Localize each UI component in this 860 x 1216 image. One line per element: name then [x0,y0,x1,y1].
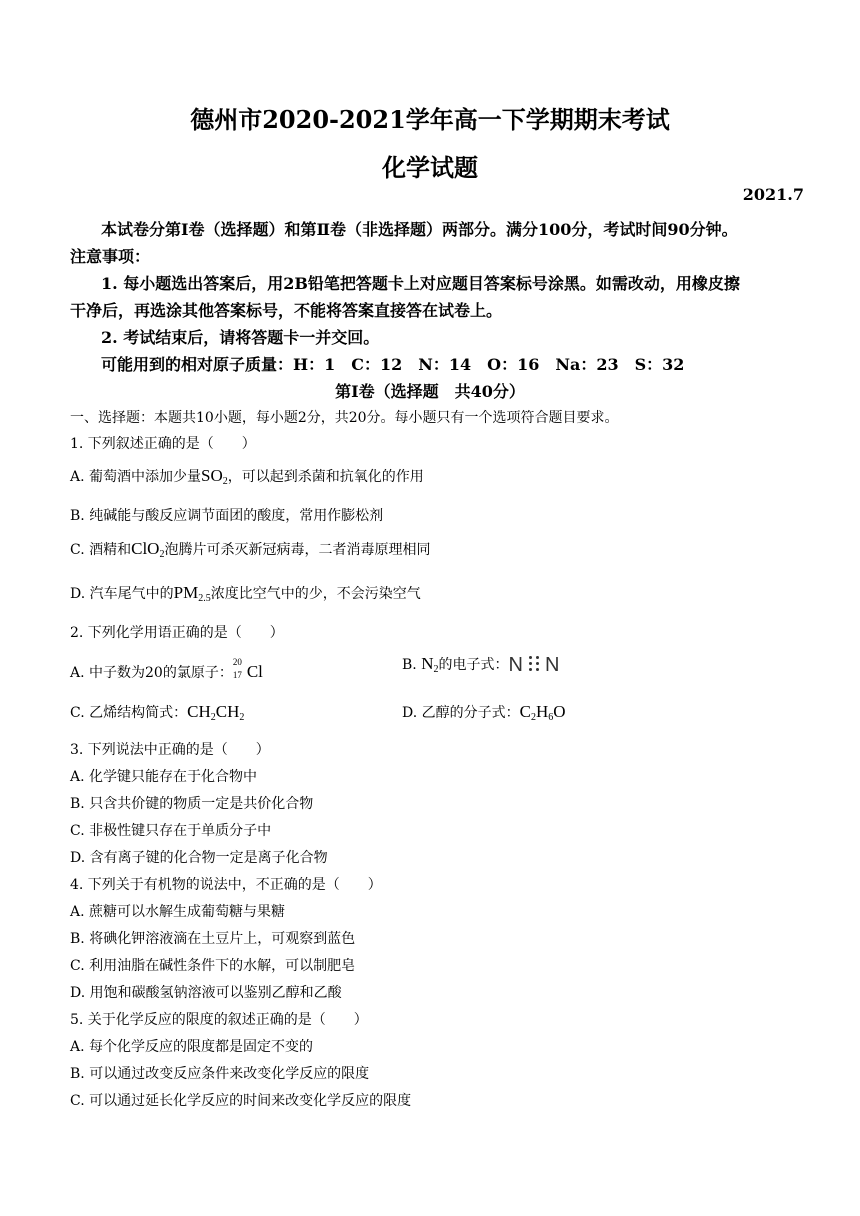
chem-formula [131,539,164,558]
option-text: D. 汽车尾气中的 [70,586,174,602]
formula-part: CH [215,702,240,721]
option-text: B. [402,657,422,673]
formula-part: N [421,654,434,673]
question-2-option-c [70,702,244,723]
option-text: A. 中子数为20的氯原子： [70,665,233,681]
option-text: A. 葡萄酒中添加少量 [70,469,202,485]
question-1-option-c [70,539,430,560]
formula-subscript: 6 [548,712,554,723]
question-1-stem: 1. 下列叙述正确的是（ ） [70,436,256,452]
atomic-number: 17 [232,670,242,680]
note-2: 2. 考试结束后，请将答题卡一并交回。 [101,328,380,347]
formula-part: O [553,702,566,721]
formula-part: PM [173,583,199,602]
question-3-option-a: A. 化学键只能存在于化合物中 [70,769,258,785]
question-3-option-b: B. 只含共价键的物质一定是共价化合物 [70,796,314,812]
question-2-option-d [402,702,566,723]
formula-subscript: 2 [433,664,439,675]
formula-part: ClO [131,539,160,558]
mass-number: 20 [232,657,242,667]
question-5-option-a: A. 每个化学反应的限度都是固定不变的 [70,1039,314,1055]
nitrogen-atom-left: N [508,654,523,676]
formula-subscript: 2 [210,712,216,723]
exam-subtitle: 化学试题 [382,153,478,182]
intro-text: 本试卷分第Ⅰ卷（选择题）和第Ⅱ卷（非选择题）两部分。满分100分，考试时间90分钟。 [101,220,738,239]
option-text: 的电子式： [438,657,509,673]
chem-formula [187,702,244,721]
option-text: C. 乙烯结构简式： [70,705,188,721]
exam-date: 2021.7 [742,185,804,204]
question-1-option-d [70,583,421,604]
question-1-option-b: B. 纯碱能与酸反应调节面团的酸度，常用作膨松剂 [70,508,384,524]
chem-formula [421,654,438,673]
formula-subscript: 2.5 [198,593,211,604]
question-3-option-c: C. 非极性键只存在于单质分子中 [70,823,272,839]
option-text: D. 乙醇的分子式： [402,705,520,721]
question-4-option-b: B. 将碘化钾溶液滴在土豆片上，可观察到蓝色 [70,931,356,947]
electron-formula [508,654,559,677]
nitrogen-atom-right: N [544,654,560,676]
option-text: ，可以起到杀菌和抗氧化的作用 [227,469,424,485]
question-3-stem: 3. 下列说法中正确的是（ ） [70,742,270,758]
question-5-stem: 5. 关于化学反应的限度的叙述正确的是（ ） [70,1012,368,1028]
chem-formula [201,466,228,485]
question-4-option-c: C. 利用油脂在碱性条件下的水解，可以制肥皂 [70,958,356,974]
formula-subscript: 2 [222,476,228,487]
question-3-option-d: D. 含有离子键的化合物一定是离子化合物 [70,850,328,866]
question-2-option-b [402,654,559,677]
question-2-option-a [70,657,263,682]
formula-part: SO [201,466,223,485]
section-description: 一、选择题：本题共10小题，每小题2分，共20分。每小题只有一个选项符合题目要求。 [70,410,619,426]
note-1-line-2: 干净后，再选涂其他答案标号，不能将答案直接答在试卷上。 [70,301,503,320]
notes-heading: 注意事项： [70,247,151,266]
question-4-option-a: A. 蔗糖可以水解生成葡萄糖与果糖 [70,904,286,920]
question-4-stem: 4. 下列关于有机物的说法中，不正确的是（ ） [70,877,382,893]
formula-part: C [519,702,531,721]
question-5-option-c: C. 可以通过延长化学反应的时间来改变化学反应的限度 [70,1093,412,1109]
bond-electron-dots-icon [528,654,540,672]
formula-subscript: 2 [159,549,165,560]
formula-subscript: 2 [239,712,245,723]
chem-formula [520,702,566,721]
formula-part: H [535,702,549,721]
chem-formula [174,583,211,602]
formula-part: CH [187,702,211,721]
note-1-line-1: 1. 每小题选出答案后，用2B铅笔把答题卡上对应题目答案标号涂黑。如需改动，用橡皮擦 [101,274,740,293]
option-text: 泡腾片可杀灭新冠病毒，二者消毒原理相同 [164,542,431,558]
question-5-option-b: B. 可以通过改变反应条件来改变化学反应的限度 [70,1066,370,1082]
option-text: C. 酒精和 [70,542,132,558]
formula-subscript: 2 [530,712,536,723]
element-symbol: Cl [246,662,263,681]
atomic-masses: 可能用到的相对原子质量：H：1 C：12 N：14 O：16 Na：23 S：32 [101,355,685,374]
question-1-option-a [70,466,424,487]
option-text: 浓度比空气中的少，不会污染空气 [210,586,421,602]
section-heading: 第Ⅰ卷（选择题 共40分） [335,382,525,401]
question-4-option-d: D. 用饱和碳酸氢钠溶液可以鉴别乙醇和乙酸 [70,985,342,1001]
isotope-notation [232,657,247,682]
question-2-stem: 2. 下列化学用语正确的是（ ） [70,625,284,641]
exam-title: 德州市2020-2021学年高一下学期期末考试 [190,105,670,134]
